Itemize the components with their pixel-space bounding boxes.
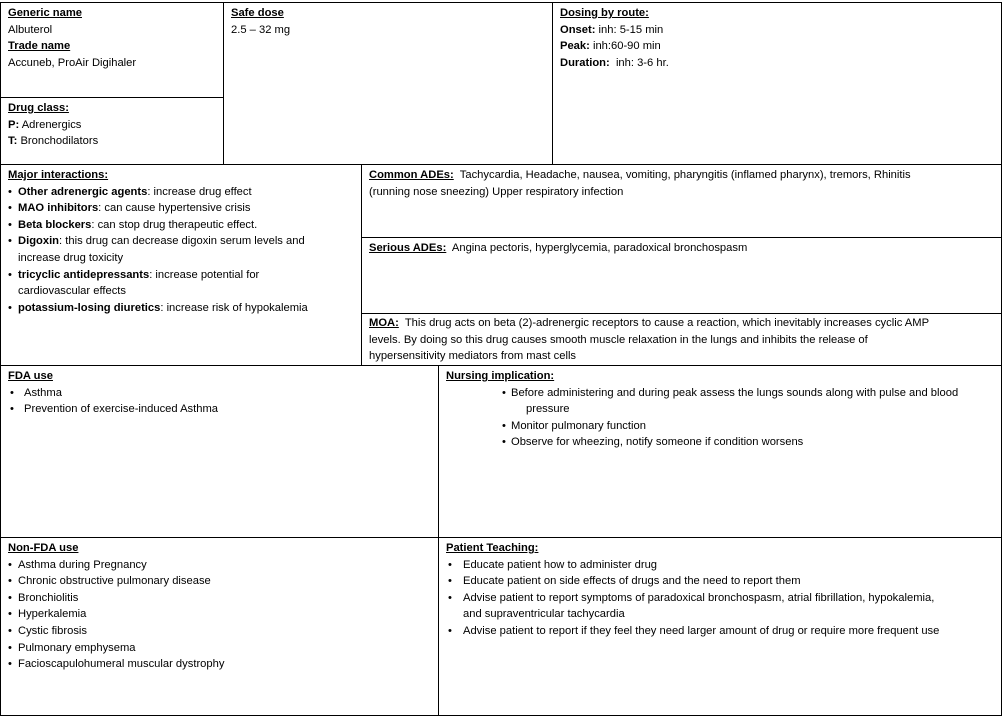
drug-class-therapeutic: T: Bronchodilators	[8, 135, 99, 148]
non-fda-cell	[0, 537, 439, 716]
nursing-cell	[438, 365, 1002, 538]
non-fda-item: • Cystic fibrosis	[8, 623, 431, 640]
moa-line-3: hypersensitivity mediators from mast cells	[369, 350, 577, 363]
interaction-item: • Beta blockers: can stop drug therapeutic effect.	[8, 217, 354, 234]
trade-name-value: Accuneb, ProAir Digihaler	[8, 56, 137, 69]
common-ades-cell	[361, 164, 1002, 238]
interaction-item: • potassium-losing diuretics: increase risk of hypokalemia	[8, 300, 354, 317]
fda-use-list	[8, 385, 431, 418]
nursing-item: • Monitor pulmonary function	[446, 418, 994, 435]
serious-ades-line: Serious ADEs: Angina pectoris, hyperglycemia, paradoxical bronchospasm	[369, 242, 748, 254]
non-fda-item: • Facioscapulohumeral muscular dystrophy	[8, 656, 431, 673]
common-ades-line-1: Common ADEs: Tachycardia, Headache, nausea, vomiting, pharyngitis (inflamed pharynx), tremors, Rhinitis	[369, 169, 911, 181]
dosing-duration: Duration: inh: 3-6 hr.	[560, 56, 669, 69]
drug-class-label: Drug class:	[8, 102, 69, 114]
nursing-label: Nursing implication:	[446, 370, 555, 382]
non-fda-item: • Hyperkalemia	[8, 606, 431, 623]
generic-trade-cell	[0, 2, 224, 98]
patient-teaching-list	[446, 557, 994, 640]
moa-label: MOA:	[369, 317, 399, 329]
moa-cell	[361, 313, 1002, 366]
interaction-item: • tricyclic antidepressants: increase potential for cardiovascular effects	[8, 267, 354, 300]
fda-use-label: FDA use	[8, 370, 53, 382]
teaching-item: • Educate patient how to administer drug	[446, 557, 994, 574]
patient-teaching-cell	[438, 537, 1002, 716]
drug-class-pharmacologic: P: Adrenergics	[8, 118, 82, 131]
non-fda-item: • Asthma during Pregnancy	[8, 557, 431, 574]
dosing-onset: Onset: inh: 5-15 min	[560, 23, 664, 36]
interactions-label: Major interactions:	[8, 169, 109, 181]
teaching-item: • Advise patient to report if they feel they need larger amount of drug or require more frequent use	[446, 623, 994, 640]
interaction-item: • Other adrenergic agents: increase drug effect	[8, 184, 354, 201]
patient-teaching-label: Patient Teaching:	[446, 542, 539, 554]
non-fda-item: • Chronic obstructive pulmonary disease	[8, 573, 431, 590]
non-fda-item: • Bronchiolitis	[8, 590, 431, 607]
moa-line-2: levels. By doing so this drug causes smooth muscle relaxation in the lungs and inhibits the release of	[369, 333, 868, 346]
interactions-list	[8, 184, 354, 317]
nursing-item: • Before administering and during peak assess the lungs sounds along with pulse and blood pressure	[446, 385, 994, 418]
interaction-item: • MAO inhibitors: can cause hypertensive crisis	[8, 200, 354, 217]
teaching-item: • Advise patient to report symptoms of paradoxical bronchospasm, atrial fibrillation, hypokalemia, and supraventricular tachycardia	[446, 590, 994, 623]
drug-class-cell	[0, 97, 224, 165]
non-fda-label: Non-FDA use	[8, 542, 79, 554]
interactions-cell	[0, 164, 362, 366]
interaction-item: • Digoxin: this drug can decrease digoxin serum levels and increase drug toxicity	[8, 233, 354, 266]
dosing-cell	[552, 2, 1002, 165]
non-fda-list	[8, 557, 431, 673]
serious-ades-cell	[361, 237, 1002, 314]
fda-use-cell	[0, 365, 439, 538]
fda-use-item: • Prevention of exercise-induced Asthma	[8, 401, 431, 418]
nursing-list	[446, 385, 994, 451]
non-fda-item: • Pulmonary emphysema	[8, 640, 431, 657]
safe-dose-cell	[223, 2, 553, 165]
common-ades-label: Common ADEs:	[369, 169, 454, 181]
common-ades-line-2: (running nose sneezing) Upper respiratory infection	[369, 185, 624, 198]
safe-dose-value: 2.5 – 32 mg	[231, 23, 291, 36]
serious-ades-label: Serious ADEs:	[369, 242, 447, 254]
generic-name-value: Albuterol	[8, 23, 53, 36]
nursing-item: • Observe for wheezing, notify someone if condition worsens	[446, 434, 994, 451]
teaching-item: • Educate patient on side effects of drugs and the need to report them	[446, 573, 994, 590]
dosing-peak: Peak: inh:60-90 min	[560, 40, 661, 53]
trade-name-label: Trade name	[8, 40, 71, 53]
safe-dose-label: Safe dose	[231, 7, 284, 19]
fda-use-item: • Asthma	[8, 385, 431, 402]
moa-line-1: MOA: This drug acts on beta (2)-adrenergic receptors to cause a reaction, which inevitably increases cyclic AMP	[369, 317, 930, 329]
generic-name-label: Generic name	[8, 7, 82, 19]
dosing-label: Dosing by route:	[560, 7, 649, 19]
